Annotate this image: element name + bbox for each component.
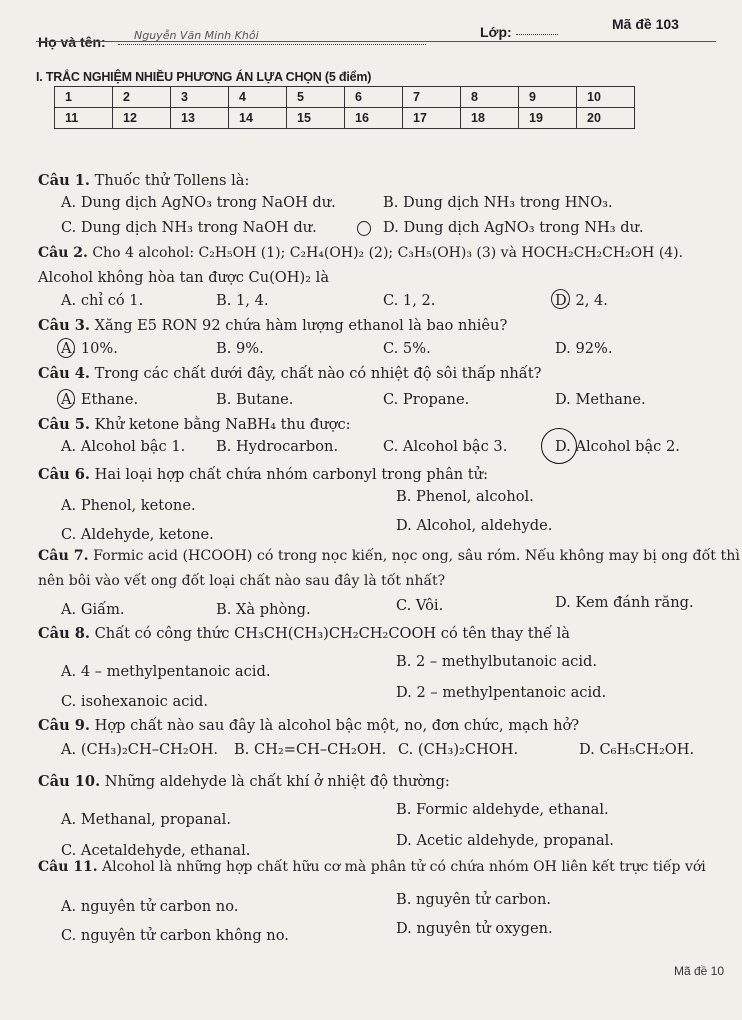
answer-cell[interactable]: 13 xyxy=(171,108,229,129)
footer-exam-code: Mã đề 10 xyxy=(674,964,725,978)
option-c[interactable]: C. Alcohol bậc 3. xyxy=(383,438,508,455)
option-a[interactable]: A. 10%. xyxy=(61,340,118,357)
answer-cell[interactable]: 14 xyxy=(229,108,287,129)
question-6 xyxy=(38,466,488,483)
question-label: Câu 1. xyxy=(38,172,90,189)
option-a[interactable]: A. Giấm. xyxy=(61,601,125,618)
answer-mark-circle xyxy=(541,428,577,464)
option-a[interactable]: A. (CH₃)₂CH–CH₂OH. xyxy=(61,741,219,758)
question-label: Câu 11. xyxy=(38,859,98,875)
question-label: Câu 6. xyxy=(38,466,90,483)
answer-cell[interactable]: 9 xyxy=(519,87,577,108)
option-a[interactable]: A. Phenol, ketone. xyxy=(61,497,196,514)
option-d[interactable]: D. C₆H₅CH₂OH. xyxy=(579,741,695,758)
answer-cell[interactable]: 6 xyxy=(345,87,403,108)
question-7-cont: nên bôi vào vết ong đốt loại chất nào sau đây là tốt nhất? xyxy=(38,573,446,589)
answer-mark-circle xyxy=(57,389,75,409)
question-label: Câu 10. xyxy=(38,773,101,790)
question-text: Alcohol là những hợp chất hữu cơ mà phân tử có chứa nhóm OH liên kết trực tiếp với xyxy=(97,859,706,875)
answer-cell[interactable]: 20 xyxy=(577,108,635,129)
answer-cell[interactable]: 7 xyxy=(403,87,461,108)
question-text: Khử ketone bằng NaBH₄ thu được: xyxy=(90,416,351,433)
section-title: I. TRẮC NGHIỆM NHIỀU PHƯƠNG ÁN LỰA CHỌN (5 điểm) xyxy=(36,70,372,84)
option-d[interactable]: D. Kem đánh răng. xyxy=(555,594,694,611)
option-b[interactable]: B. Dung dịch NH₃ trong HNO₃. xyxy=(383,194,613,211)
option-b[interactable]: B. Phenol, alcohol. xyxy=(396,488,534,505)
question-5 xyxy=(38,416,351,433)
option-c[interactable]: C. 5%. xyxy=(383,340,431,357)
question-text: Cho 4 alcohol: C₂H₅OH (1); C₂H₄(OH)₂ (2); C₃H₅(OH)₃ (3) và HOCH₂CH₂CH₂OH (4). xyxy=(87,245,684,261)
answer-cell[interactable]: 12 xyxy=(113,108,171,129)
question-text: Formic acid (HCOOH) có trong nọc kiến, nọc ong, sâu róm. Nếu không may bị ong đốt thì xyxy=(88,548,740,564)
class-label: Lớp: xyxy=(480,24,512,40)
answer-cell[interactable]: 1 xyxy=(55,87,113,108)
answer-mark-circle xyxy=(57,338,75,358)
option-d[interactable]: D. nguyên tử oxygen. xyxy=(396,920,553,937)
option-b[interactable]: B. 1, 4. xyxy=(216,292,269,309)
name-label: Họ và tên: xyxy=(38,34,106,50)
question-11 xyxy=(38,859,706,875)
option-d[interactable]: D. Dung dịch AgNO₃ trong NH₃ dư. xyxy=(383,219,644,236)
answer-cell[interactable]: 18 xyxy=(461,108,519,129)
question-label: Câu 2. xyxy=(38,245,88,261)
option-d[interactable]: D. 2, 4. xyxy=(555,292,608,309)
option-b[interactable]: B. 2 – methylbutanoic acid. xyxy=(396,653,598,670)
question-10 xyxy=(38,773,450,790)
question-9 xyxy=(38,717,579,734)
answer-grid-row xyxy=(55,87,635,108)
option-b[interactable]: B. CH₂=CH–CH₂OH. xyxy=(234,741,387,758)
answer-cell[interactable]: 11 xyxy=(55,108,113,129)
question-1 xyxy=(38,172,249,189)
question-label: Câu 4. xyxy=(38,365,90,382)
option-a[interactable]: A. Ethane. xyxy=(61,391,139,408)
question-label: Câu 7. xyxy=(38,548,89,564)
question-text: Hai loại hợp chất chứa nhóm carbonyl trong phân tử: xyxy=(90,466,488,483)
answer-cell[interactable]: 16 xyxy=(345,108,403,129)
question-label: Câu 9. xyxy=(38,717,90,734)
option-c[interactable]: C. Vôi. xyxy=(396,597,444,614)
option-c[interactable]: C. Aldehyde, ketone. xyxy=(61,526,214,543)
question-7 xyxy=(38,548,740,564)
option-a[interactable]: A. Alcohol bậc 1. xyxy=(61,438,186,455)
answer-mark-circle xyxy=(357,221,371,236)
option-c[interactable]: C. isohexanoic acid. xyxy=(61,693,209,710)
class-blank[interactable] xyxy=(516,34,558,35)
header-rule xyxy=(36,41,716,42)
question-3 xyxy=(38,317,507,334)
option-a[interactable]: A. Dung dịch AgNO₃ trong NaOH dư. xyxy=(61,194,336,211)
name-handwriting: Nguyễn Văn Minh Khôi xyxy=(134,29,259,42)
option-d[interactable]: D. Methane. xyxy=(555,391,646,408)
option-b[interactable]: B. Formic aldehyde, ethanal. xyxy=(396,801,609,818)
option-c[interactable]: C. nguyên tử carbon không no. xyxy=(61,927,289,944)
option-a[interactable]: A. Methanal, propanal. xyxy=(61,811,231,828)
question-text: Trong các chất dưới đây, chất nào có nhiệt độ sôi thấp nhất? xyxy=(90,365,542,382)
name-blank[interactable] xyxy=(118,44,426,45)
answer-cell[interactable]: 19 xyxy=(519,108,577,129)
question-text: Hợp chất nào sau đây là alcohol bậc một, no, đơn chức, mạch hở? xyxy=(90,717,580,734)
answer-cell[interactable]: 17 xyxy=(403,108,461,129)
answer-cell[interactable]: 2 xyxy=(113,87,171,108)
answer-cell[interactable]: 8 xyxy=(461,87,519,108)
option-b[interactable]: B. Butane. xyxy=(216,391,294,408)
option-b[interactable]: B. Hydrocarbon. xyxy=(216,438,339,455)
option-c[interactable]: C. Propane. xyxy=(383,391,470,408)
answer-cell[interactable]: 4 xyxy=(229,87,287,108)
option-d[interactable]: D. 2 – methylpentanoic acid. xyxy=(396,684,607,701)
question-4 xyxy=(38,365,541,382)
question-text: Chất có công thức CH₃CH(CH₃)CH₂CH₂COOH có tên thay thế là xyxy=(90,625,571,642)
question-label: Câu 3. xyxy=(38,317,90,334)
option-c[interactable]: C. (CH₃)₂CHOH. xyxy=(398,741,519,758)
answer-grid xyxy=(54,86,635,129)
question-label: Câu 8. xyxy=(38,625,90,642)
question-2 xyxy=(38,245,683,261)
option-a[interactable]: A. nguyên tử carbon no. xyxy=(61,898,239,915)
option-b[interactable]: B. Xà phòng. xyxy=(216,601,311,618)
question-text: Xăng E5 RON 92 chứa hàm lượng ethanol là bao nhiêu? xyxy=(90,317,508,334)
option-b[interactable]: B. 9%. xyxy=(216,340,264,357)
option-d[interactable]: D. 92%. xyxy=(555,340,613,357)
option-d[interactable]: D. Alcohol, aldehyde. xyxy=(396,517,553,534)
option-c[interactable]: C. Acetaldehyde, ethanal. xyxy=(61,842,251,859)
answer-cell[interactable]: 10 xyxy=(577,87,635,108)
question-text: Những aldehyde là chất khí ở nhiệt độ thường: xyxy=(100,773,450,790)
answer-mark-circle xyxy=(551,289,570,309)
answer-grid-row xyxy=(55,108,635,129)
option-a[interactable]: A. 4 – methylpentanoic acid. xyxy=(61,663,271,680)
option-b[interactable]: B. nguyên tử carbon. xyxy=(396,891,551,908)
answer-cell[interactable]: 5 xyxy=(287,87,345,108)
option-d[interactable]: D. Alcohol bậc 2. xyxy=(555,438,680,455)
option-a[interactable]: A. chỉ có 1. xyxy=(61,292,144,309)
option-c[interactable]: C. 1, 2. xyxy=(383,292,436,309)
question-2-cont: Alcohol không hòa tan được Cu(OH)₂ là xyxy=(38,269,330,286)
option-c[interactable]: C. Dung dịch NH₃ trong NaOH dư. xyxy=(61,219,317,236)
question-8 xyxy=(38,625,570,642)
question-text: Thuốc thử Tollens là: xyxy=(90,172,250,189)
exam-code: Mã đề 103 xyxy=(612,16,679,32)
option-d[interactable]: D. Acetic aldehyde, propanal. xyxy=(396,832,614,849)
answer-cell[interactable]: 3 xyxy=(171,87,229,108)
answer-cell[interactable]: 15 xyxy=(287,108,345,129)
question-label: Câu 5. xyxy=(38,416,90,433)
